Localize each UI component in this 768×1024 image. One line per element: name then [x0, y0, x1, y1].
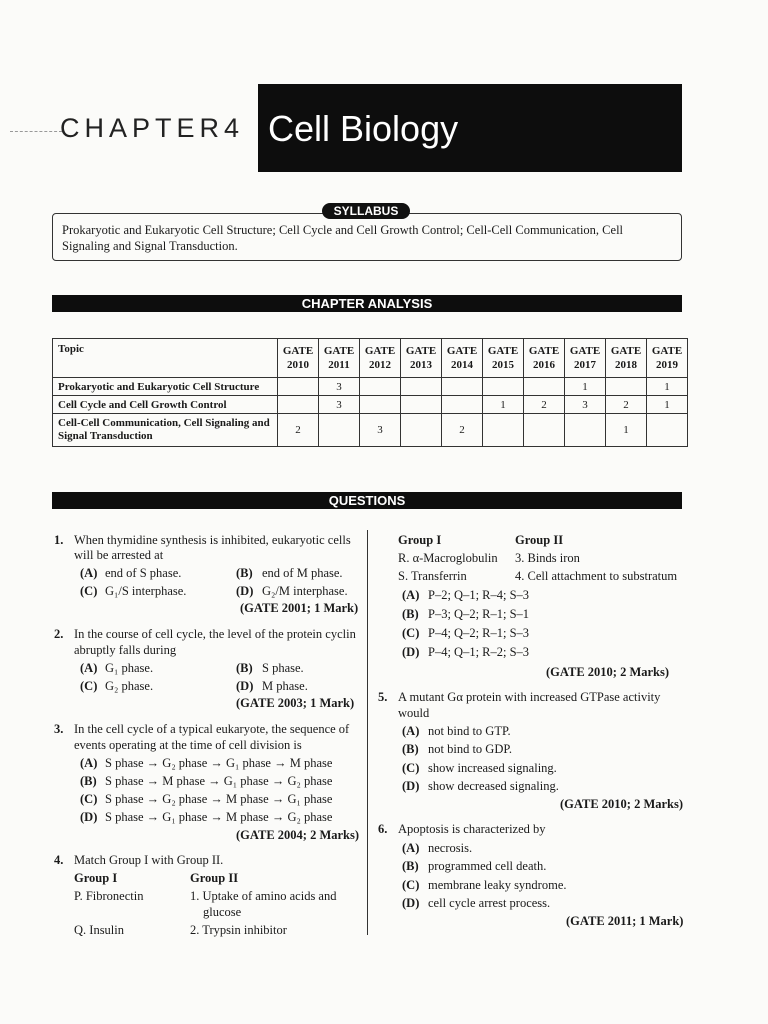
table-cell: 2 — [442, 414, 483, 447]
syllabus-label: SYLLABUS — [322, 203, 410, 219]
question-stem: Match Group I with Group II. — [74, 853, 224, 867]
option-label: (D) — [402, 896, 420, 910]
option-text: show increased signaling. — [428, 761, 557, 775]
table-cell: 1 — [483, 396, 524, 414]
question-number: 3. — [54, 722, 64, 736]
option-text: programmed cell death. — [428, 859, 547, 873]
question-stem: events operating at the time of cell division is — [74, 738, 302, 752]
match-item: 3. Binds iron — [515, 551, 580, 565]
option-label: (A) — [402, 841, 420, 855]
question-stem: A mutant Gα protein with increased GTPase activity — [398, 690, 661, 704]
row-topic: Prokaryotic and Eukaryotic Cell Structure — [53, 378, 278, 396]
row-topic: Cell Cycle and Cell Growth Control — [53, 396, 278, 414]
year-header: GATE 2010 — [278, 339, 319, 378]
gate-reference: (GATE 2004; 2 Marks) — [236, 828, 360, 842]
question-stem: will be arrested at — [74, 548, 164, 562]
option-text: cell cycle arrest process. — [428, 896, 551, 910]
group-heading: Group I — [74, 871, 118, 885]
gate-reference: (GATE 2001; 1 Mark) — [240, 601, 359, 615]
option-text: S phase → M phase → G₁ phase → G₂ phase — [105, 774, 333, 788]
table-cell: 1 — [565, 378, 606, 396]
gate-reference: (GATE 2010; 2 Marks) — [560, 797, 684, 811]
option-text: S phase. — [262, 661, 304, 675]
match-item: glucose — [203, 905, 242, 919]
option-label: (C) — [80, 679, 98, 693]
question-stem: abruptly falls during — [74, 643, 177, 657]
option-text: membrane leaky syndrome. — [428, 878, 567, 892]
match-item: Q. Insulin — [74, 923, 124, 937]
option-label: (A) — [80, 566, 98, 580]
match-item: R. α-Macroglobulin — [398, 551, 498, 565]
chapter-title: Cell Biology — [268, 108, 459, 149]
option-text: P–3; Q–2; R–1; S–1 — [428, 607, 530, 621]
option-label: (D) — [236, 584, 254, 598]
option-label: (D) — [402, 645, 420, 659]
syllabus-text: Prokaryotic and Eukaryotic Cell Structure; Cell Cycle and Cell Growth Control; Cell-Cell Communication, Cell Signaling and Signal Transduction. — [62, 223, 624, 253]
option-label: (C) — [402, 626, 420, 640]
table-cell: 2 — [278, 414, 319, 447]
option-text: G₂ phase. — [105, 679, 154, 693]
table-cell: 3 — [360, 414, 401, 447]
option-label: (A) — [402, 724, 420, 738]
option-text: not bind to GTP. — [428, 724, 511, 738]
table-cell: 1 — [606, 414, 647, 447]
question-stem: When thymidine synthesis is inhibited, eukaryotic cells — [74, 533, 351, 547]
option-text: S phase → G₁ phase → M phase → G₂ phase — [105, 810, 333, 824]
question-number: 6. — [378, 822, 388, 836]
table-cell: 3 — [565, 396, 606, 414]
option-text: G₁ phase. — [105, 661, 154, 675]
match-item: 1. Uptake of amino acids and — [190, 889, 337, 903]
group-heading: Group I — [398, 533, 442, 547]
option-text: P–4; Q–2; R–1; S–3 — [428, 626, 530, 640]
table-cell: 1 — [647, 378, 688, 396]
question-number: 2. — [54, 627, 64, 641]
year-header: GATE 2016 — [524, 339, 565, 378]
year-header: GATE 2014 — [442, 339, 483, 378]
option-label: (A) — [80, 661, 98, 675]
option-label: (B) — [402, 859, 419, 873]
option-text: not bind to GDP. — [428, 742, 513, 756]
group-heading: Group II — [190, 871, 239, 885]
question-stem: In the course of cell cycle, the level of the protein cyclin — [74, 627, 356, 641]
option-text: P–4; Q–1; R–2; S–3 — [428, 645, 530, 659]
option-label: (C) — [402, 761, 420, 775]
gate-reference: (GATE 2011; 1 Mark) — [566, 914, 684, 928]
table-cell: 2 — [606, 396, 647, 414]
option-text: G₂/M interphase. — [262, 584, 348, 598]
match-item: 2. Trypsin inhibitor — [190, 923, 287, 937]
match-item: 4. Cell attachment to substratum — [515, 569, 678, 583]
table-cell: 3 — [319, 396, 360, 414]
year-header: GATE 2013 — [401, 339, 442, 378]
option-label: (B) — [402, 742, 419, 756]
group-heading: Group II — [515, 533, 564, 547]
option-text: P–2; Q–1; R–4; S–3 — [428, 588, 530, 602]
table-cell: 2 — [524, 396, 565, 414]
option-text: end of M phase. — [262, 566, 343, 580]
question-stem: Apoptosis is characterized by — [398, 822, 546, 836]
option-text: S phase → G₂ phase → G₁ phase → M phase — [105, 756, 333, 770]
option-text: necrosis. — [428, 841, 473, 855]
option-text: show decreased signaling. — [428, 779, 559, 793]
option-label: (A) — [80, 756, 98, 770]
row-topic: Cell-Cell Communication, Cell Signaling and Signal Transduction — [53, 414, 278, 447]
year-header: GATE 2017 — [565, 339, 606, 378]
year-header: GATE 2011 — [319, 339, 360, 378]
question-number: 1. — [54, 533, 64, 547]
question-number: 4. — [54, 853, 64, 867]
table-cell: 3 — [319, 378, 360, 396]
topic-header: Topic — [53, 339, 278, 378]
questions-heading: QUESTIONS — [52, 492, 682, 509]
option-label: (C) — [80, 584, 98, 598]
question-stem: In the cell cycle of a typical eukaryote, the sequence of — [74, 722, 350, 736]
chapter-label: CHAPTER4 — [60, 113, 245, 143]
match-item: P. Fibronectin — [74, 889, 144, 903]
year-header: GATE 2015 — [483, 339, 524, 378]
year-header: GATE 2019 — [647, 339, 688, 378]
year-header: GATE 2012 — [360, 339, 401, 378]
option-label: (B) — [236, 661, 253, 675]
option-text: G₁/S interphase. — [105, 584, 187, 598]
gate-reference: (GATE 2003; 1 Mark) — [236, 696, 355, 710]
gate-reference: (GATE 2010; 2 Marks) — [546, 665, 670, 679]
option-label: (B) — [236, 566, 253, 580]
chapter-analysis-heading: CHAPTER ANALYSIS — [52, 295, 682, 312]
year-header: GATE 2018 — [606, 339, 647, 378]
option-label: (D) — [236, 679, 254, 693]
option-label: (D) — [402, 779, 420, 793]
match-item: S. Transferrin — [398, 569, 467, 583]
table-cell: 1 — [647, 396, 688, 414]
option-text: S phase → G₂ phase → M phase → G₁ phase — [105, 792, 333, 806]
option-text: end of S phase. — [105, 566, 182, 580]
option-text: M phase. — [262, 679, 308, 693]
question-number: 5. — [378, 690, 388, 704]
option-label: (A) — [402, 588, 420, 602]
option-label: (C) — [402, 878, 420, 892]
option-label: (D) — [80, 810, 98, 824]
option-label: (B) — [80, 774, 97, 788]
option-label: (C) — [80, 792, 98, 806]
question-stem: would — [398, 706, 430, 720]
option-label: (B) — [402, 607, 419, 621]
